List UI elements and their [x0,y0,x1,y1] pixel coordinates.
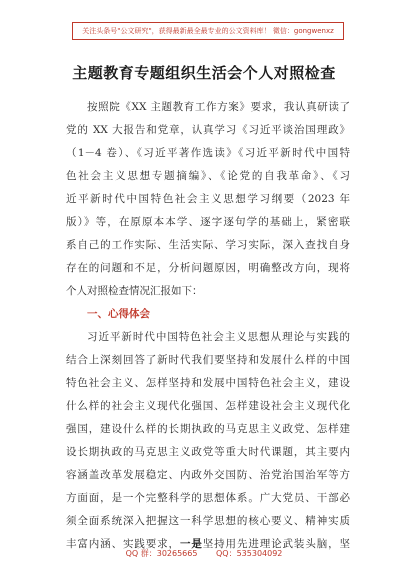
text-line: 版）》等，在原原本本学、逐字逐句学的基础上，紧密联 [66,216,350,228]
header-banner: 关注头条号"公文研究"，获得最新最全最专业的公文资料库！ 微信：gongwenxz [72,22,344,40]
text-line: 方面面，是一个完整科学的思想体系。广大党员、干部必 [66,492,350,504]
text-line: 按照院《XX 主题教育工作方案》要求，我认真研读了 [87,101,350,113]
page-title: 主题教育专题组织生活会个人对照检查 [72,64,336,82]
text-line: 党的 XX 大报告和党章，认真学习《习近平谈治国理政》 [66,124,350,136]
text-line: 特色社会主义、怎样坚持和发展中国特色社会主义，建设 [66,377,350,389]
text-line: 近平新时代中国特色社会主义思想学习纲要（2023 年 [66,193,350,205]
qq-group: QQ 群：30265665 [125,549,198,558]
text-line: 设长期执政的马克思主义政党等重大时代课题，其主要内 [66,446,350,458]
text-line: 色社会主义思想专题摘编》、《论党的自我革命》、《习 [66,170,350,182]
text-line: 须全面系统深入把握这一科学思想的核心要义、精神实质 [66,515,350,527]
text-line: 习近平新时代中国特色社会主义思想从理论与实践的 [87,331,350,343]
bold-marker: 一是 [179,538,203,550]
text-line: 个人对照检查情况汇报如下： [66,285,203,297]
qq-number: QQ：535304092 [216,549,283,558]
text-segment: 坚持用先进理论武装头脑，坚 [202,538,350,550]
text-line: 存在的问题和不足，分析问题原因，明确整改方向，现将 [66,262,350,274]
text-line: 强国，建设什么样的长期执政的马克思主义政党、怎样建 [66,423,350,435]
document-body [66,96,350,556]
footer-contact [0,548,408,559]
text-line: 系自己的工作实际、生活实际、学习实际，深入查找自身 [66,239,350,251]
text-line: 什么样的社会主义现代化强国、怎样建设社会主义现代化 [66,400,350,412]
text-segment: 丰富内涵、实践要求， [66,538,180,550]
section-heading: 一、心得体会 [87,308,150,320]
text-line: 容涵盖改革发展稳定、内政外交国防、治党治国治军等方 [66,469,350,481]
text-line: （1－4 卷）、《习近平著作选读》《习近平新时代中国特 [66,147,350,159]
text-line: 结合上深刻回答了新时代我们要坚持和发展什么样的中国 [66,354,350,366]
